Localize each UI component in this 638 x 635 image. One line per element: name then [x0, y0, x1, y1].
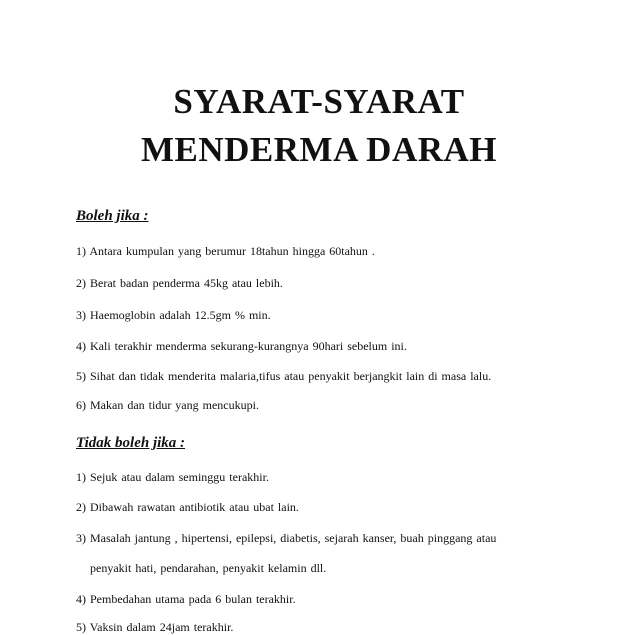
- document-title-line-2: MENDERMA DARAH: [140, 130, 497, 169]
- allowed-item-5: 5) Sihat dan tidak menderita malaria,tifus atau penyakit berjangkit lain di masa lalu.: [76, 369, 492, 383]
- allowed-item-2: 2) Berat badan penderma 45kg atau lebih.: [76, 276, 283, 290]
- allowed-item-6: 6) Makan dan tidur yang mencukupi.: [76, 398, 259, 412]
- not-allowed-item-2: 2) Dibawah rawatan antibiotik atau ubat lain.: [76, 500, 299, 514]
- not-allowed-item-1: 1) Sejuk atau dalam seminggu terakhir.: [76, 470, 269, 484]
- allowed-section-heading: Boleh jika :: [76, 208, 149, 224]
- not-allowed-item-5: 5) Vaksin dalam 24jam terakhir.: [76, 620, 234, 634]
- allowed-item-4: 4) Kali terakhir menderma sekurang-kurangnya 90hari sebelum ini.: [76, 339, 407, 353]
- document-title-line-1: SYARAT-SYARAT: [173, 82, 465, 121]
- allowed-item-3: 3) Haemoglobin adalah 12.5gm % min.: [76, 308, 271, 322]
- not-allowed-item-4: 4) Pembedahan utama pada 6 bulan terakhir.: [76, 592, 296, 606]
- not-allowed-item-3-continued: penyakit hati, pendarahan, penyakit kelamin dll.: [90, 561, 327, 575]
- not-allowed-item-3: 3) Masalah jantung , hipertensi, epilepsi, diabetis, sejarah kanser, buah pinggang atau: [76, 531, 497, 545]
- not-allowed-section-heading: Tidak boleh jika :: [76, 435, 186, 451]
- allowed-item-1: 1) Antara kumpulan yang berumur 18tahun hingga 60tahun .: [76, 244, 375, 258]
